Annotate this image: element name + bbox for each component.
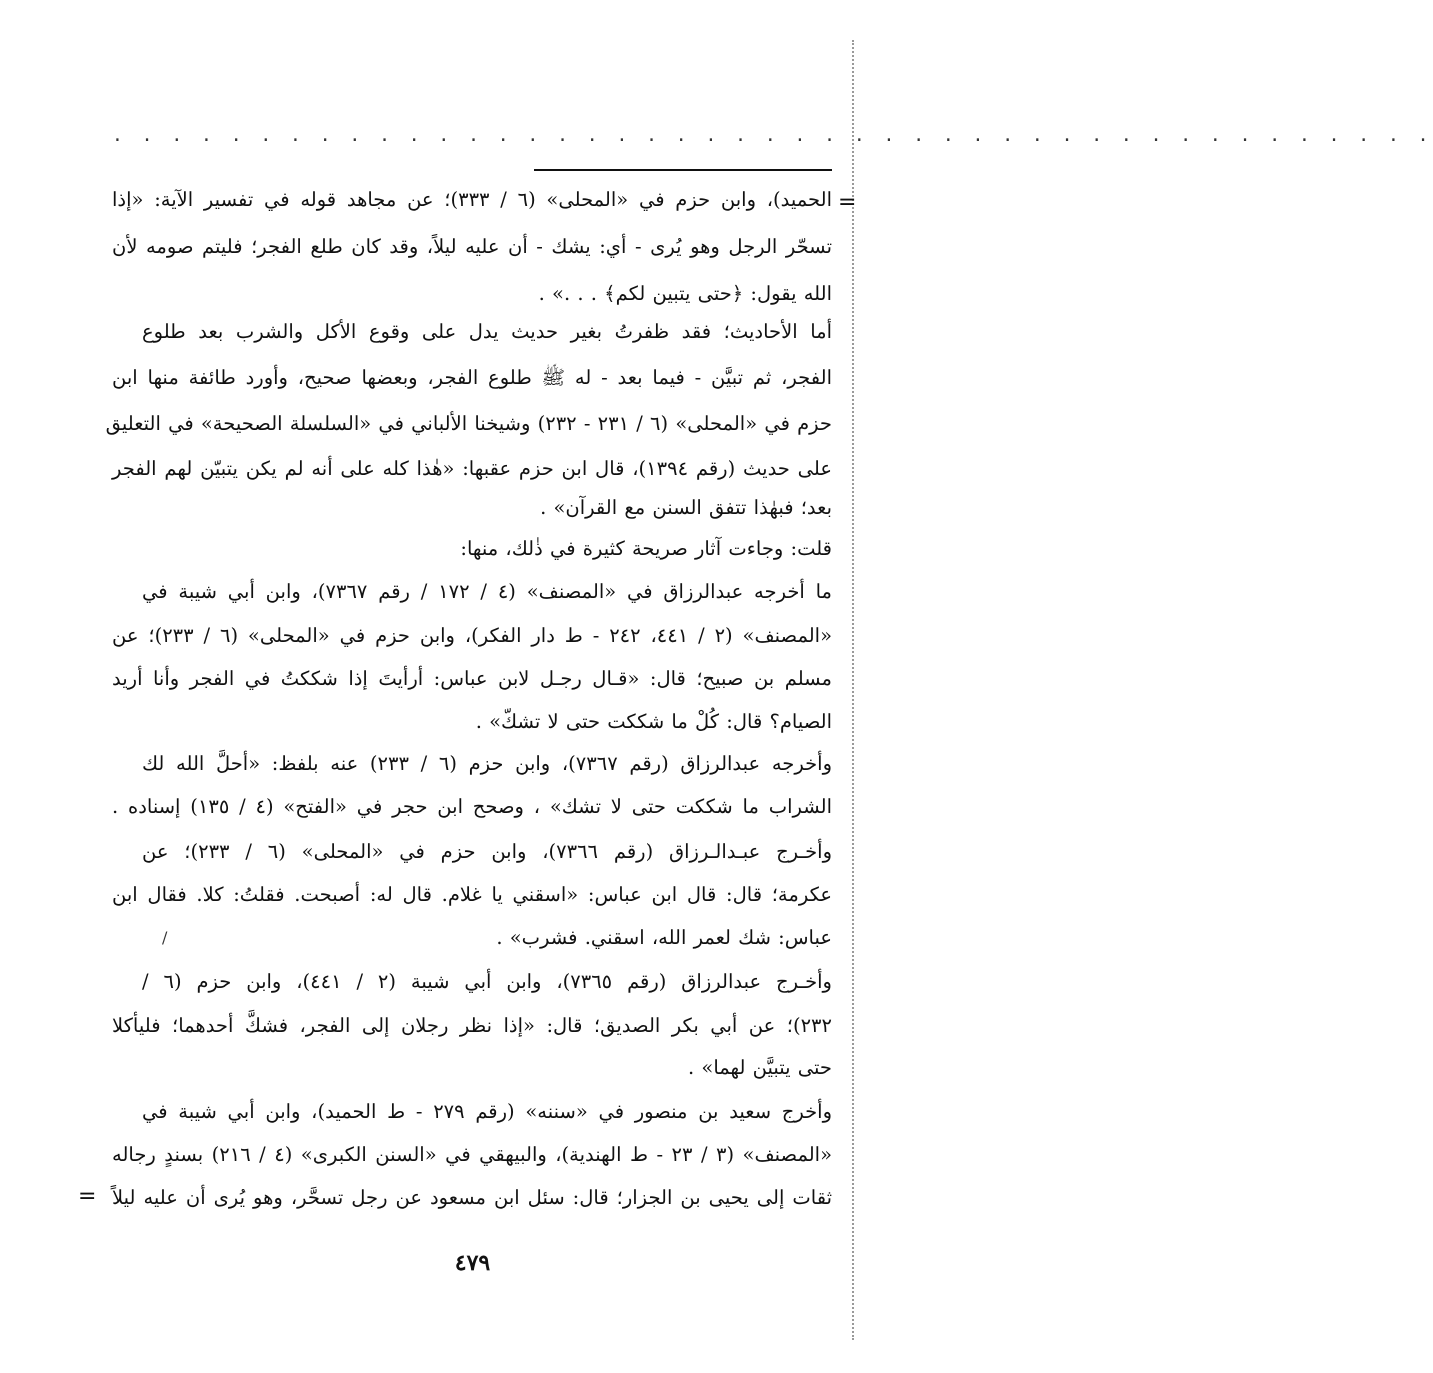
text-line: «المصنف» (٣ / ٢٣ - ط الهندية)، والبيهقي في «السنن الكبرى» (٤ / ٢١٦) بسندٍ رجاله [112,1143,833,1166]
text-line: الحميد)، وابن حزم في «المحلى» (٦ / ٣٣٣)؛ عن مجاهد قوله في تفسير الآية: «إذا [112,188,832,211]
text-line: وأخرج سعيد بن منصور في «سننه» (رقم ٢٧٩ - ط الحميد)، وابن أبي شيبة في [142,1100,833,1123]
text-line: قلت: وجاءت آثار صريحة كثيرة في ذٰلك، منها: [460,537,832,560]
top-dotted-separator: . . . . . . . . . . . . . . . . . . . . . . . . . . . . . . . . . . . . . . . . . . . . . [112,125,1433,146]
text-line: حزم في «المحلى» (٦ / ٢٣١ - ٢٣٢) وشيخنا الألباني في «السلسلة الصحيحة» في التعليق [105,412,832,435]
text-line: عباس: شك لعمر الله، اسقني. فشرب» . [496,926,832,949]
text-line: الله يقول: ﴿حتى يتبين لكم﴾ . . .» . [538,282,832,305]
text-line: حتى يتبيَّن لهما» . [688,1056,832,1079]
text-line: مسلم بن صبيح؛ قال: «قـال رجـل لابن عباس: أرأيتَ إذا شككتُ في الفجر وأنا أريد [112,667,832,690]
continuation-mark-top: = [838,190,857,215]
text-line: ثقات إلى يحيى بن الجزار؛ قال: سئل ابن مسعود عن رجل تسحَّر، وهو يُرى أن عليه ليلاً [112,1186,832,1209]
continuation-mark-bottom: = [78,1184,97,1209]
text-line: وأخـرج عبدالرزاق (رقم ٧٣٦٥)، وابن أبي شيبة (٢ / ٤٤١)، وابن حزم (٦ / [142,970,832,993]
text-line: ما أخرجه عبدالرزاق في «المصنف» (٤ / ١٧٢ / رقم ٧٣٦٧)، وابن أبي شيبة في [142,580,833,603]
text-line: عكرمة؛ قال: قال ابن عباس: «اسقني يا غلام. قال له: أصبحت. فقلتُ: كلا. فقال ابن [112,883,832,906]
page-edge-dotted-line [852,40,854,1340]
text-line: الشراب ما شككت حتى لا تشك» ، وصحح ابن حجر في «الفتح» (٤ / ١٣٥) إسناده . [112,795,833,818]
page-number: ٤٧٩ [454,1250,491,1276]
text-line: «المصنف» (٢ / ٤٤١، ٢٤٢ - ط دار الفكر)، وابن حزم في «المحلى» (٦ / ٢٣٣)؛ عن [112,624,833,647]
text-line: الصيام؟ قال: كُلْ ما شككت حتى لا تشكّ» . [475,710,832,733]
text-line: وأخرجه عبدالرزاق (رقم ٧٣٦٧)، وابن حزم (٦ / ٢٣٣) عنه بلفظ: «أحلَّ الله لك [142,752,832,775]
text-line: على حديث (رقم ١٣٩٤)، قال ابن حزم عقبها: «هٰذا كله على أنه لم يكن يتبيّن لهم الفجر [112,457,832,480]
text-line: ٢٣٢)؛ عن أبي بكر الصديق؛ قال: «إذا نظر رجلان إلى الفجر، فشكَّ أحدهما؛ فليأكلا [112,1014,832,1037]
text-line: أما الأحاديث؛ فقد ظفرتُ بغير حديث يدل على وقوع الأكل والشرب بعد طلوع [142,320,832,343]
footnote-rule [534,169,832,171]
text-line: تسحّر الرجل وهو يُرى - أي: يشك - أن عليه ليلاً، وقد كان طلع الفجر؛ فليتم صومه لأن [112,235,832,258]
stray-pen-mark: / [162,928,168,947]
text-line: الفجر، ثم تبيَّن - فيما بعد - له ﷺ طلوع الفجر، وبعضها صحيح، وأورد طائفة منها ابن [112,366,832,389]
text-line: بعد؛ فبهٰذا تتفق السنن مع القرآن» . [540,496,832,519]
text-line: وأخـرج عبـدالـرزاق (رقم ٧٣٦٦)، وابن حزم في «المحلى» (٦ / ٢٣٣)؛ عن [142,840,833,863]
